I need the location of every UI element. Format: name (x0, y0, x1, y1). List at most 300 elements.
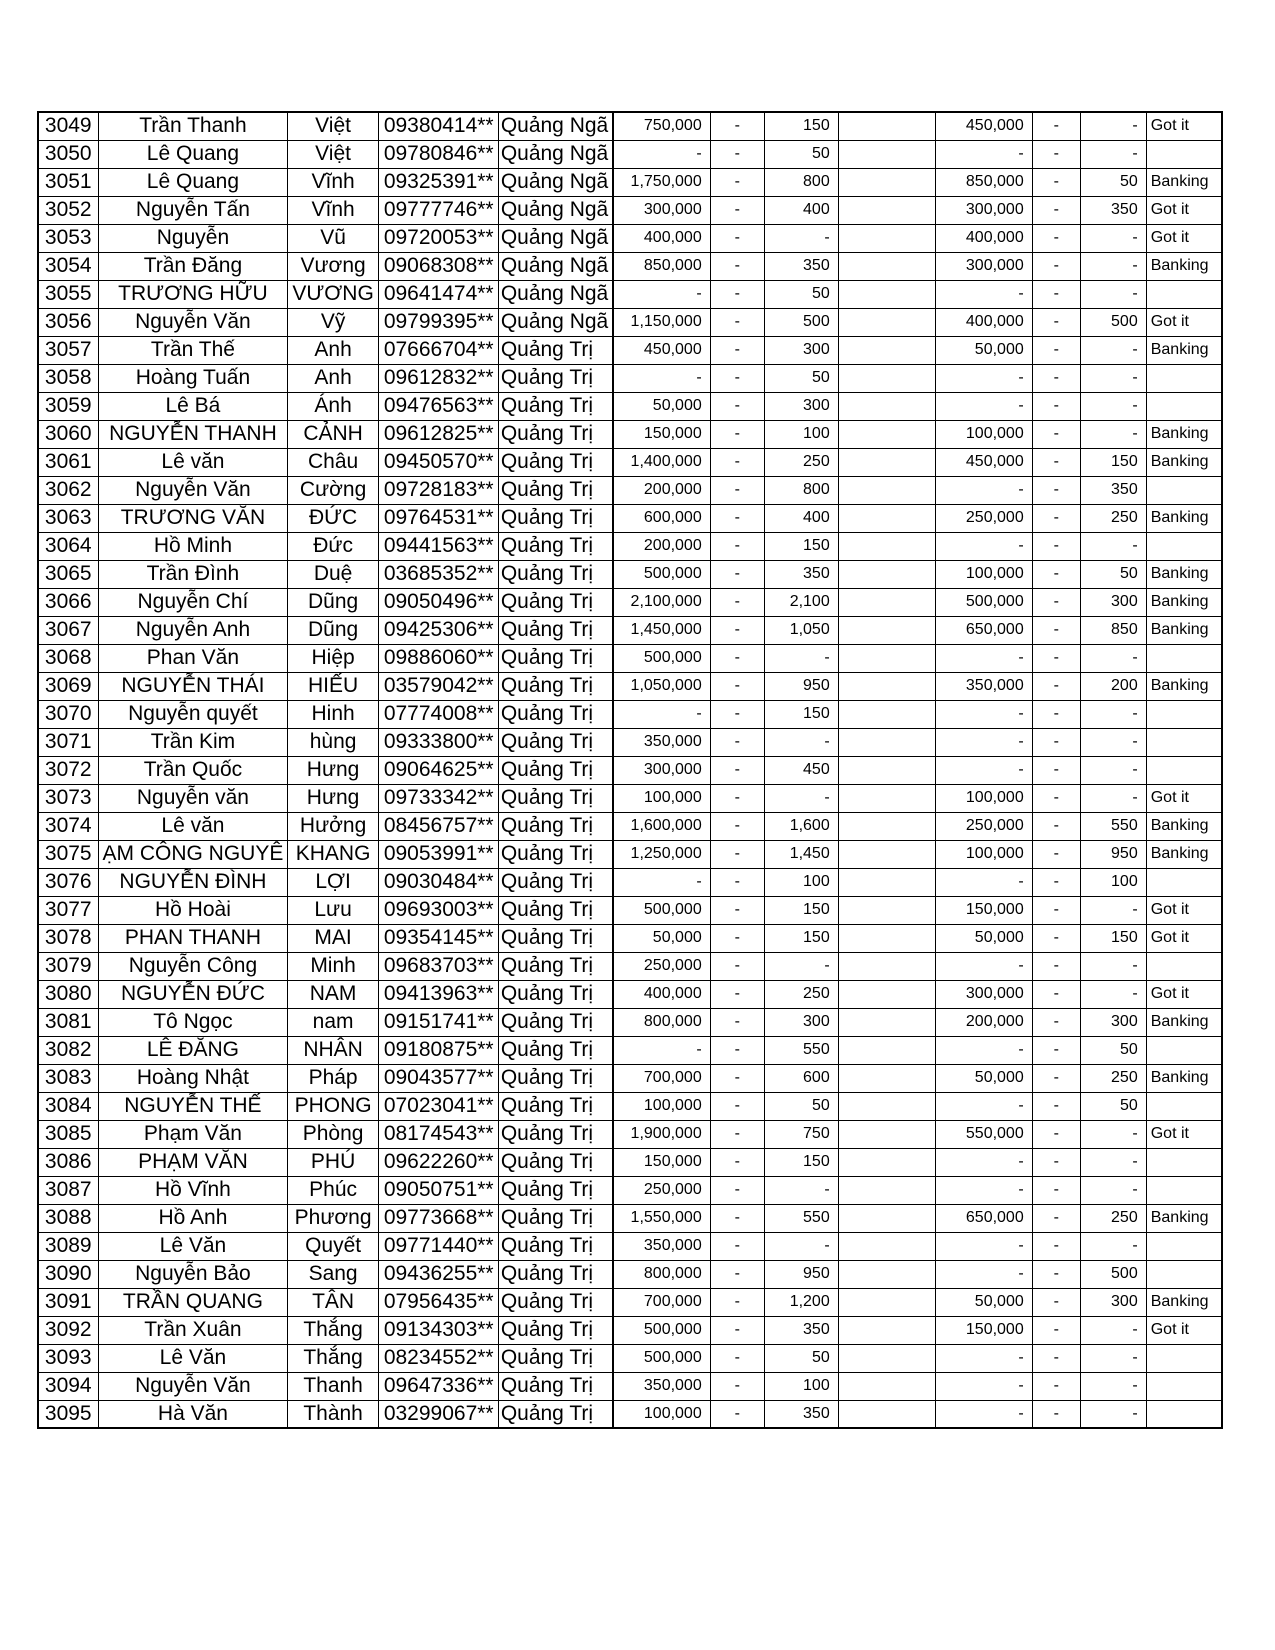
points-cell: 800 (764, 168, 838, 196)
amount-cell: 250,000 (613, 1176, 710, 1204)
points-cell: 50 (764, 1092, 838, 1120)
family-name-cell: Nguyễn Văn (98, 476, 288, 504)
table-row (38, 1288, 1222, 1316)
phone-cell: 07956435** (378, 1288, 498, 1316)
empty-cell (838, 672, 935, 700)
amount-2-cell: 100,000 (935, 420, 1032, 448)
points-cell: 150 (764, 896, 838, 924)
amount-cell: 1,400,000 (613, 448, 710, 476)
given-name-cell: ĐỨC (288, 504, 378, 532)
id-cell: 3052 (38, 196, 98, 224)
dash-cell: - (710, 756, 764, 784)
status-cell (1146, 364, 1222, 392)
amount-2-cell: 300,000 (935, 252, 1032, 280)
amount-2-cell: 50,000 (935, 336, 1032, 364)
points-cell: 50 (764, 140, 838, 168)
points-2-cell: 350 (1080, 476, 1146, 504)
dash-cell: - (710, 980, 764, 1008)
points-cell: - (764, 1232, 838, 1260)
family-name-cell: Trần Đình (98, 560, 288, 588)
phone-cell: 09425306** (378, 616, 498, 644)
phone-cell: 09764531** (378, 504, 498, 532)
id-cell: 3056 (38, 308, 98, 336)
family-name-cell: Hồ Vĩnh (98, 1176, 288, 1204)
phone-cell: 09777746** (378, 196, 498, 224)
amount-2-cell: 400,000 (935, 224, 1032, 252)
dash-2-cell: - (1032, 1148, 1080, 1176)
dash-2-cell: - (1032, 896, 1080, 924)
province-cell: Quảng Trị (498, 896, 613, 924)
phone-cell: 09053991** (378, 840, 498, 868)
family-name-cell: Trần Xuân (98, 1316, 288, 1344)
empty-cell (838, 784, 935, 812)
id-cell: 3050 (38, 140, 98, 168)
province-cell: Quảng Trị (498, 1092, 613, 1120)
status-cell: Banking (1146, 588, 1222, 616)
points-cell: 350 (764, 252, 838, 280)
table-row (38, 280, 1222, 308)
table-row (38, 1204, 1222, 1232)
table-row (38, 1400, 1222, 1428)
table-row (38, 952, 1222, 980)
family-name-cell: NGUYỄN THANH (98, 420, 288, 448)
dash-cell: - (710, 672, 764, 700)
table-row (38, 644, 1222, 672)
dash-cell: - (710, 1204, 764, 1232)
empty-cell (838, 868, 935, 896)
phone-cell: 03579042** (378, 672, 498, 700)
empty-cell (838, 1316, 935, 1344)
province-cell: Quảng Ngã (498, 224, 613, 252)
points-cell: 150 (764, 112, 838, 140)
amount-2-cell: 450,000 (935, 448, 1032, 476)
given-name-cell: Pháp (288, 1064, 378, 1092)
dash-cell: - (710, 588, 764, 616)
points-2-cell: - (1080, 392, 1146, 420)
dash-2-cell: - (1032, 1092, 1080, 1120)
empty-cell (838, 924, 935, 952)
amount-cell: 250,000 (613, 952, 710, 980)
empty-cell (838, 196, 935, 224)
amount-2-cell: - (935, 1400, 1032, 1428)
status-cell: Banking (1146, 1008, 1222, 1036)
points-2-cell: - (1080, 1176, 1146, 1204)
id-cell: 3051 (38, 168, 98, 196)
id-cell: 3086 (38, 1148, 98, 1176)
table-row (38, 224, 1222, 252)
family-name-cell: Nguyễn Công (98, 952, 288, 980)
amount-2-cell: 200,000 (935, 1008, 1032, 1036)
dash-2-cell: - (1032, 1008, 1080, 1036)
dash-2-cell: - (1032, 1260, 1080, 1288)
empty-cell (838, 140, 935, 168)
amount-2-cell: - (935, 728, 1032, 756)
amount-cell: 500,000 (613, 560, 710, 588)
phone-cell: 09733342** (378, 784, 498, 812)
points-2-cell: - (1080, 1400, 1146, 1428)
amount-cell: 1,750,000 (613, 168, 710, 196)
given-name-cell: Anh (288, 336, 378, 364)
province-cell: Quảng Trị (498, 1036, 613, 1064)
dash-cell: - (710, 1092, 764, 1120)
family-name-cell: Nguyễn văn (98, 784, 288, 812)
amount-cell: 800,000 (613, 1008, 710, 1036)
id-cell: 3087 (38, 1176, 98, 1204)
phone-cell: 09441563** (378, 532, 498, 560)
given-name-cell: Thắng (288, 1344, 378, 1372)
amount-cell: 1,450,000 (613, 616, 710, 644)
province-cell: Quảng Trị (498, 336, 613, 364)
points-cell: 350 (764, 1316, 838, 1344)
empty-cell (838, 700, 935, 728)
points-2-cell: 950 (1080, 840, 1146, 868)
points-2-cell: 300 (1080, 588, 1146, 616)
family-name-cell: Hoàng Nhật (98, 1064, 288, 1092)
family-name-cell: Trần Thanh (98, 112, 288, 140)
status-cell: Banking (1146, 252, 1222, 280)
given-name-cell: Đức (288, 532, 378, 560)
empty-cell (838, 1344, 935, 1372)
table-row (38, 420, 1222, 448)
empty-cell (838, 728, 935, 756)
table-row (38, 1372, 1222, 1400)
id-cell: 3080 (38, 980, 98, 1008)
points-2-cell: 300 (1080, 1288, 1146, 1316)
dash-2-cell: - (1032, 672, 1080, 700)
amount-2-cell: - (935, 1344, 1032, 1372)
phone-cell: 09720053** (378, 224, 498, 252)
points-2-cell: - (1080, 728, 1146, 756)
empty-cell (838, 1400, 935, 1428)
amount-cell: 50,000 (613, 392, 710, 420)
amount-cell: - (613, 140, 710, 168)
points-2-cell: 500 (1080, 308, 1146, 336)
table-row (38, 560, 1222, 588)
table-row (38, 700, 1222, 728)
points-2-cell: 150 (1080, 448, 1146, 476)
province-cell: Quảng Trị (498, 616, 613, 644)
id-cell: 3093 (38, 1344, 98, 1372)
dash-cell: - (710, 1120, 764, 1148)
table-row (38, 840, 1222, 868)
province-cell: Quảng Trị (498, 1288, 613, 1316)
id-cell: 3049 (38, 112, 98, 140)
points-cell: 1,450 (764, 840, 838, 868)
dash-2-cell: - (1032, 308, 1080, 336)
phone-cell: 08234552** (378, 1344, 498, 1372)
dash-2-cell: - (1032, 952, 1080, 980)
dash-2-cell: - (1032, 392, 1080, 420)
status-cell: Banking (1146, 1204, 1222, 1232)
amount-cell: - (613, 868, 710, 896)
given-name-cell: Vĩnh (288, 168, 378, 196)
empty-cell (838, 448, 935, 476)
dash-2-cell: - (1032, 168, 1080, 196)
points-2-cell: - (1080, 532, 1146, 560)
points-2-cell: 350 (1080, 196, 1146, 224)
table-row (38, 868, 1222, 896)
points-cell: 600 (764, 1064, 838, 1092)
id-cell: 3053 (38, 224, 98, 252)
status-cell: Banking (1146, 560, 1222, 588)
amount-cell: - (613, 700, 710, 728)
dash-2-cell: - (1032, 980, 1080, 1008)
empty-cell (838, 252, 935, 280)
points-cell: - (764, 224, 838, 252)
family-name-cell: NGUYỄN ĐỨC (98, 980, 288, 1008)
dash-2-cell: - (1032, 336, 1080, 364)
points-cell: 950 (764, 1260, 838, 1288)
amount-2-cell: 150,000 (935, 1316, 1032, 1344)
points-cell: - (764, 1176, 838, 1204)
empty-cell (838, 1176, 935, 1204)
phone-cell: 09771440** (378, 1232, 498, 1260)
amount-cell: 750,000 (613, 112, 710, 140)
status-cell: Got it (1146, 308, 1222, 336)
given-name-cell: PHONG (288, 1092, 378, 1120)
amount-2-cell: - (935, 1176, 1032, 1204)
province-cell: Quảng Trị (498, 1064, 613, 1092)
status-cell (1146, 1372, 1222, 1400)
points-cell: 1,200 (764, 1288, 838, 1316)
given-name-cell: CẢNH (288, 420, 378, 448)
phone-cell: 07666704** (378, 336, 498, 364)
status-cell: Got it (1146, 896, 1222, 924)
province-cell: Quảng Trị (498, 812, 613, 840)
table-row (38, 672, 1222, 700)
status-cell (1146, 532, 1222, 560)
province-cell: Quảng Trị (498, 476, 613, 504)
dash-2-cell: - (1032, 476, 1080, 504)
status-cell (1146, 392, 1222, 420)
dash-cell: - (710, 1400, 764, 1428)
amount-2-cell: - (935, 700, 1032, 728)
amount-2-cell: - (935, 644, 1032, 672)
status-cell (1146, 1092, 1222, 1120)
dash-2-cell: - (1032, 728, 1080, 756)
phone-cell: 08174543** (378, 1120, 498, 1148)
family-name-cell: PHAN THANH (98, 924, 288, 952)
given-name-cell: Sang (288, 1260, 378, 1288)
family-name-cell: TRƯƠNG HỮU (98, 280, 288, 308)
empty-cell (838, 840, 935, 868)
amount-2-cell: 850,000 (935, 168, 1032, 196)
given-name-cell: MAI (288, 924, 378, 952)
points-2-cell: 250 (1080, 1064, 1146, 1092)
table-row (38, 252, 1222, 280)
family-name-cell: Tô Ngọc (98, 1008, 288, 1036)
phone-cell: 09622260** (378, 1148, 498, 1176)
phone-cell: 07774008** (378, 700, 498, 728)
dash-2-cell: - (1032, 1176, 1080, 1204)
points-2-cell: 50 (1080, 168, 1146, 196)
status-cell (1146, 280, 1222, 308)
dash-cell: - (710, 336, 764, 364)
status-cell (1146, 1232, 1222, 1260)
table-row (38, 112, 1222, 140)
dash-cell: - (710, 1232, 764, 1260)
status-cell: Banking (1146, 1064, 1222, 1092)
id-cell: 3089 (38, 1232, 98, 1260)
points-cell: 50 (764, 364, 838, 392)
amount-cell: 100,000 (613, 1400, 710, 1428)
amount-cell: - (613, 364, 710, 392)
dash-cell: - (710, 1064, 764, 1092)
family-name-cell: Nguyễn Văn (98, 308, 288, 336)
points-cell: 550 (764, 1204, 838, 1232)
points-2-cell: - (1080, 896, 1146, 924)
dash-cell: - (710, 280, 764, 308)
dash-cell: - (710, 1036, 764, 1064)
amount-cell: 400,000 (613, 980, 710, 1008)
status-cell (1146, 1176, 1222, 1204)
dash-2-cell: - (1032, 1288, 1080, 1316)
status-cell: Banking (1146, 168, 1222, 196)
id-cell: 3054 (38, 252, 98, 280)
dash-2-cell: - (1032, 1036, 1080, 1064)
points-cell: 800 (764, 476, 838, 504)
dash-2-cell: - (1032, 364, 1080, 392)
phone-cell: 09354145** (378, 924, 498, 952)
dash-cell: - (710, 784, 764, 812)
id-cell: 3079 (38, 952, 98, 980)
points-cell: - (764, 784, 838, 812)
table-row (38, 1260, 1222, 1288)
dash-cell: - (710, 868, 764, 896)
amount-2-cell: - (935, 1372, 1032, 1400)
phone-cell: 09380414** (378, 112, 498, 140)
amount-cell: 1,550,000 (613, 1204, 710, 1232)
given-name-cell: KHANG (288, 840, 378, 868)
table-row (38, 1092, 1222, 1120)
amount-2-cell: 300,000 (935, 980, 1032, 1008)
amount-2-cell: 50,000 (935, 924, 1032, 952)
points-cell: 300 (764, 1008, 838, 1036)
dash-cell: - (710, 700, 764, 728)
dash-cell: - (710, 392, 764, 420)
dash-cell: - (710, 1176, 764, 1204)
dash-2-cell: - (1032, 280, 1080, 308)
table-row (38, 784, 1222, 812)
amount-cell: 50,000 (613, 924, 710, 952)
table-row (38, 196, 1222, 224)
table-row (38, 1316, 1222, 1344)
empty-cell (838, 1204, 935, 1232)
province-cell: Quảng Ngã (498, 140, 613, 168)
status-cell: Banking (1146, 336, 1222, 364)
points-2-cell: 200 (1080, 672, 1146, 700)
family-name-cell: NGUYỄN THẾ (98, 1092, 288, 1120)
table-row (38, 756, 1222, 784)
status-cell: Banking (1146, 448, 1222, 476)
amount-2-cell: 650,000 (935, 1204, 1032, 1232)
status-cell: Got it (1146, 196, 1222, 224)
given-name-cell: Phòng (288, 1120, 378, 1148)
points-2-cell: 50 (1080, 560, 1146, 588)
table-row (38, 1176, 1222, 1204)
given-name-cell: Lưu (288, 896, 378, 924)
points-2-cell: 150 (1080, 924, 1146, 952)
id-cell: 3082 (38, 1036, 98, 1064)
province-cell: Quảng Trị (498, 1316, 613, 1344)
amount-2-cell: 50,000 (935, 1288, 1032, 1316)
empty-cell (838, 1288, 935, 1316)
points-cell: 100 (764, 1372, 838, 1400)
dash-cell: - (710, 140, 764, 168)
family-name-cell: Nguyễn (98, 224, 288, 252)
family-name-cell: Lê Quang (98, 140, 288, 168)
given-name-cell: Châu (288, 448, 378, 476)
status-cell: Banking (1146, 840, 1222, 868)
id-cell: 3074 (38, 812, 98, 840)
table-row (38, 308, 1222, 336)
province-cell: Quảng Trị (498, 1008, 613, 1036)
family-name-cell: Phạm Văn (98, 1120, 288, 1148)
id-cell: 3067 (38, 616, 98, 644)
table-row (38, 1148, 1222, 1176)
phone-cell: 09333800** (378, 728, 498, 756)
status-cell (1146, 1148, 1222, 1176)
family-name-cell: Hà Văn (98, 1400, 288, 1428)
status-cell: Got it (1146, 1316, 1222, 1344)
points-cell: 50 (764, 1344, 838, 1372)
phone-cell: 09728183** (378, 476, 498, 504)
id-cell: 3057 (38, 336, 98, 364)
amount-2-cell: 100,000 (935, 784, 1032, 812)
province-cell: Quảng Trị (498, 504, 613, 532)
id-cell: 3085 (38, 1120, 98, 1148)
points-2-cell: 850 (1080, 616, 1146, 644)
province-cell: Quảng Trị (498, 448, 613, 476)
phone-cell: 09647336** (378, 1372, 498, 1400)
empty-cell (838, 616, 935, 644)
phone-cell: 09413963** (378, 980, 498, 1008)
points-cell: 350 (764, 1400, 838, 1428)
phone-cell: 09050751** (378, 1176, 498, 1204)
table-row (38, 812, 1222, 840)
amount-2-cell: - (935, 1260, 1032, 1288)
points-cell: 450 (764, 756, 838, 784)
dash-cell: - (710, 1344, 764, 1372)
table-row (38, 1232, 1222, 1260)
dash-2-cell: - (1032, 1120, 1080, 1148)
dash-2-cell: - (1032, 840, 1080, 868)
given-name-cell: TÂN (288, 1288, 378, 1316)
points-cell: 300 (764, 336, 838, 364)
given-name-cell: Thành (288, 1400, 378, 1428)
amount-2-cell: 50,000 (935, 1064, 1032, 1092)
empty-cell (838, 336, 935, 364)
dash-cell: - (710, 1372, 764, 1400)
dash-cell: - (710, 112, 764, 140)
dash-2-cell: - (1032, 252, 1080, 280)
table-row (38, 364, 1222, 392)
province-cell: Quảng Trị (498, 1120, 613, 1148)
empty-cell (838, 1064, 935, 1092)
empty-cell (838, 952, 935, 980)
family-name-cell: Nguyễn Tấn (98, 196, 288, 224)
points-2-cell: - (1080, 336, 1146, 364)
dash-cell: - (710, 812, 764, 840)
table-row (38, 1036, 1222, 1064)
amount-cell: 350,000 (613, 1372, 710, 1400)
given-name-cell: Minh (288, 952, 378, 980)
given-name-cell: Anh (288, 364, 378, 392)
family-name-cell: Nguyễn Chí (98, 588, 288, 616)
dash-cell: - (710, 840, 764, 868)
province-cell: Quảng Trị (498, 700, 613, 728)
empty-cell (838, 392, 935, 420)
